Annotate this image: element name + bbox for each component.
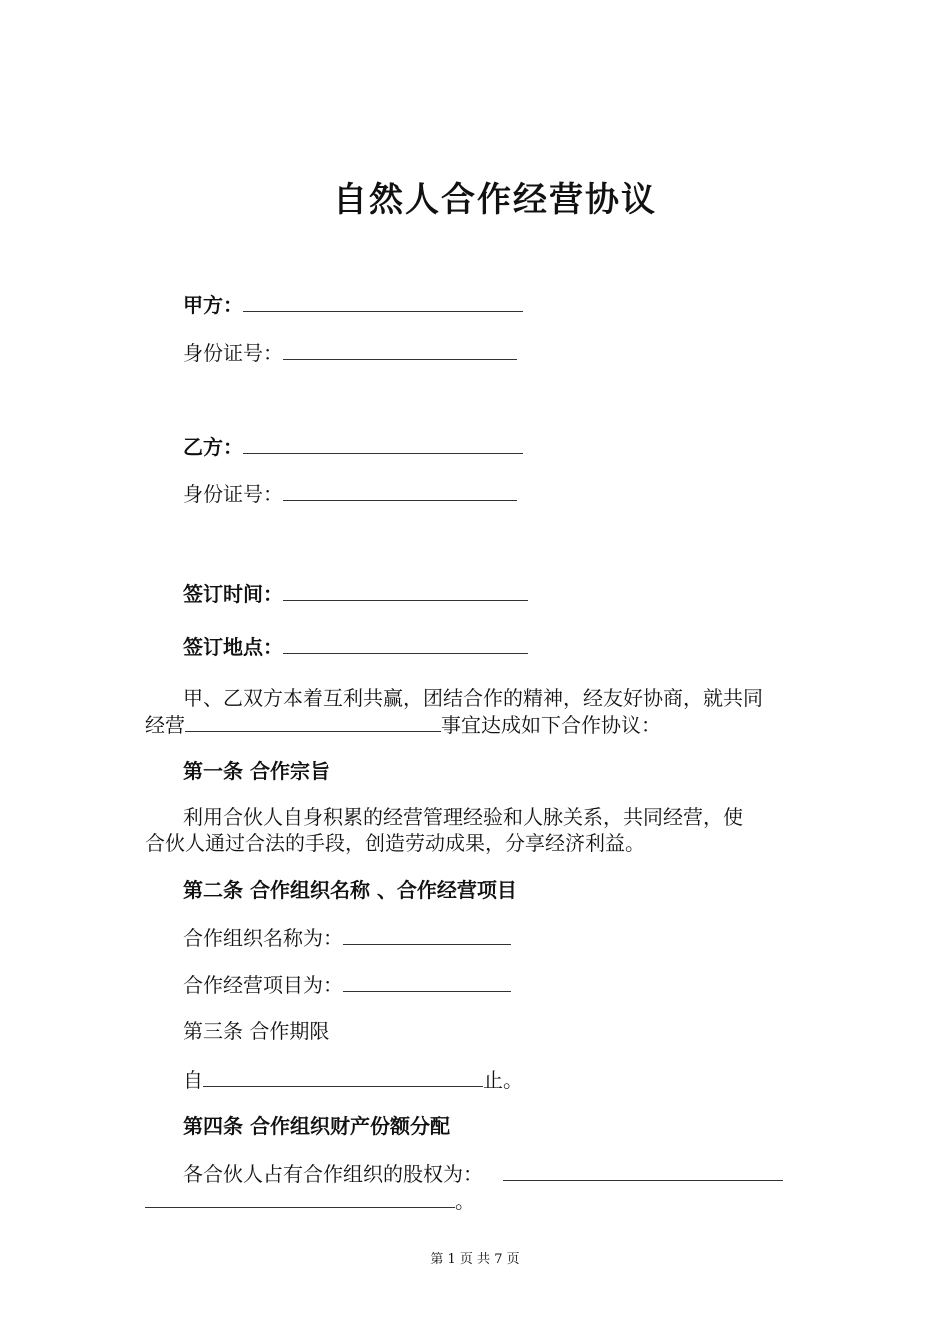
- project-label: 合作经营项目为：: [183, 973, 343, 997]
- period-blank: [203, 1066, 483, 1087]
- equity-line-2: [145, 1187, 807, 1214]
- equity-label: 各合伙人占有合作组织的股权为：: [183, 1162, 483, 1186]
- party-a-blank: [243, 291, 523, 312]
- party-a-id-label: 身份证号：: [183, 341, 283, 365]
- article-1-line-2: 合伙人通过合法的手段，创造劳动成果，分享经济利益。: [145, 831, 645, 855]
- sign-time-row: [183, 580, 528, 607]
- period-row: [183, 1066, 523, 1093]
- party-a-label: 甲方：: [183, 293, 243, 317]
- article-1-line-1: 利用合伙人自身积累的经营管理经验和人脉关系，共同经营，使: [183, 805, 743, 829]
- equity-blank-1: [503, 1160, 783, 1181]
- party-a-id-row: [183, 339, 517, 366]
- project-blank: [343, 971, 511, 992]
- intro-prefix: 经营: [145, 713, 185, 737]
- article-2-title: 第二条 合作组织名称 、合作经营项目: [183, 878, 517, 902]
- sign-time-label: 签订时间：: [183, 582, 283, 606]
- intro-suffix: 事宜达成如下合作协议：: [441, 713, 661, 737]
- intro-line-2: [145, 711, 807, 738]
- intro-line-1: 甲、乙双方本着互利共赢，团结合作的精神，经友好协商，就共同: [183, 686, 763, 710]
- party-a-row: [183, 291, 523, 318]
- page-indicator: 第 1 页 共 7 页: [430, 1252, 520, 1267]
- period-suffix: 止。: [483, 1068, 523, 1092]
- equity-line-1: [145, 1160, 807, 1187]
- period-prefix: 自: [183, 1068, 203, 1092]
- intro-paragraph: [145, 685, 807, 738]
- party-a-id-blank: [283, 339, 517, 360]
- party-b-label: 乙方：: [183, 435, 243, 459]
- sign-place-label: 签订地点：: [183, 635, 283, 659]
- article-4-title: 第四条 合作组织财产份额分配: [183, 1114, 450, 1138]
- org-name-row: [183, 924, 511, 951]
- party-b-row: [183, 433, 523, 460]
- sign-time-blank: [283, 580, 528, 601]
- party-b-blank: [243, 433, 523, 454]
- equity-blank-2: [145, 1187, 455, 1208]
- party-b-id-blank: [283, 480, 517, 501]
- sign-place-row: [183, 633, 528, 660]
- project-row: [183, 971, 511, 998]
- article-3-title: 第三条 合作期限: [183, 1019, 330, 1043]
- equity-paragraph: [145, 1160, 807, 1214]
- org-name-blank: [343, 924, 511, 945]
- article-1-text: [145, 804, 807, 856]
- article-1-title: 第一条 合作宗旨: [183, 759, 330, 783]
- party-b-id-label: 身份证号：: [183, 482, 283, 506]
- sign-place-blank: [283, 633, 528, 654]
- business-blank: [185, 711, 441, 732]
- document-title: 自然人合作经营协议: [333, 180, 657, 220]
- equity-end: 。: [455, 1189, 475, 1213]
- party-b-id-row: [183, 480, 517, 507]
- org-name-label: 合作组织名称为：: [183, 926, 343, 950]
